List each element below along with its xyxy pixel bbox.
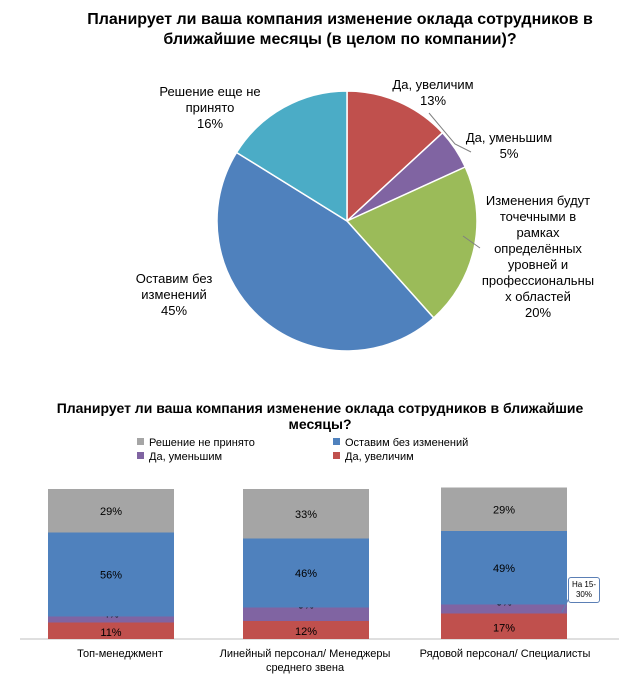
legend-label: Да, уменьшим bbox=[149, 451, 223, 463]
pie-label-targeted-line: уровней и bbox=[507, 257, 569, 272]
pie-label-targeted-pct: 20% bbox=[524, 305, 552, 320]
pie-label-decrease-text: Да, уменьшим bbox=[465, 130, 553, 145]
bar-data-label: 29% bbox=[492, 504, 516, 517]
pie-label-increase-text: Да, увеличим bbox=[392, 77, 474, 92]
legend-label: Да, увеличим bbox=[345, 451, 414, 463]
x-category-label bbox=[200, 647, 410, 675]
x-category-line: Рядовой персонал/ Специалисты bbox=[419, 648, 591, 660]
bar-data-label: 29% bbox=[99, 505, 123, 518]
x-category-line: Топ-менеджмент bbox=[77, 648, 163, 660]
bar-data-label: 49% bbox=[492, 562, 516, 575]
pie-label-targeted-line: точечными в bbox=[499, 209, 577, 224]
x-category-line: среднего звена bbox=[265, 662, 345, 674]
legend-label: Оставим без изменений bbox=[345, 437, 469, 449]
pie-label-undecided-line: Решение еще не bbox=[159, 84, 261, 99]
x-category-line: Линейный персонал/ Менеджеры bbox=[219, 648, 391, 660]
bar-data-label: 56% bbox=[99, 569, 123, 582]
bar-data-label: 46% bbox=[294, 568, 318, 580]
pie-label-undecided-line: принято bbox=[185, 100, 235, 115]
pie-label-targeted-line: определённых bbox=[494, 241, 582, 256]
pie-label-targeted-line: Изменения будут bbox=[485, 193, 591, 208]
pie-label-unchanged-line: изменений bbox=[141, 287, 207, 302]
bar-data-label: 17% bbox=[492, 622, 516, 635]
pie-label-increase-pct: 13% bbox=[419, 93, 447, 108]
x-category-label bbox=[30, 647, 210, 661]
pie-label-unchanged-pct: 45% bbox=[160, 303, 188, 318]
bar-chart-title: Планирует ли ваша компания изменение оклада сотрудников в ближайшие месяцы? bbox=[56, 400, 584, 432]
legend-label: Решение не принято bbox=[149, 437, 255, 449]
pie-label-targeted-line: рамках bbox=[516, 225, 560, 240]
bar-data-label: 33% bbox=[294, 508, 318, 521]
bar-data-label: 12% bbox=[294, 626, 318, 638]
bar-data-label: 11% bbox=[100, 626, 122, 639]
pie-chart-title: Планирует ли ваша компания изменение оклада сотрудников в ближайшие месяцы (в целом по компании)? bbox=[87, 11, 593, 48]
callout-annotation: На 15-30% bbox=[568, 577, 600, 603]
pie-label-unchanged-line: Оставим без bbox=[135, 271, 213, 286]
pie-label-targeted-line: профессиональны bbox=[481, 273, 595, 288]
pie-label-targeted-line: х областей bbox=[505, 289, 571, 304]
x-category-label bbox=[405, 647, 605, 661]
pie-label-decrease-pct: 5% bbox=[499, 146, 519, 161]
pie-label-undecided-pct: 16% bbox=[196, 116, 224, 131]
